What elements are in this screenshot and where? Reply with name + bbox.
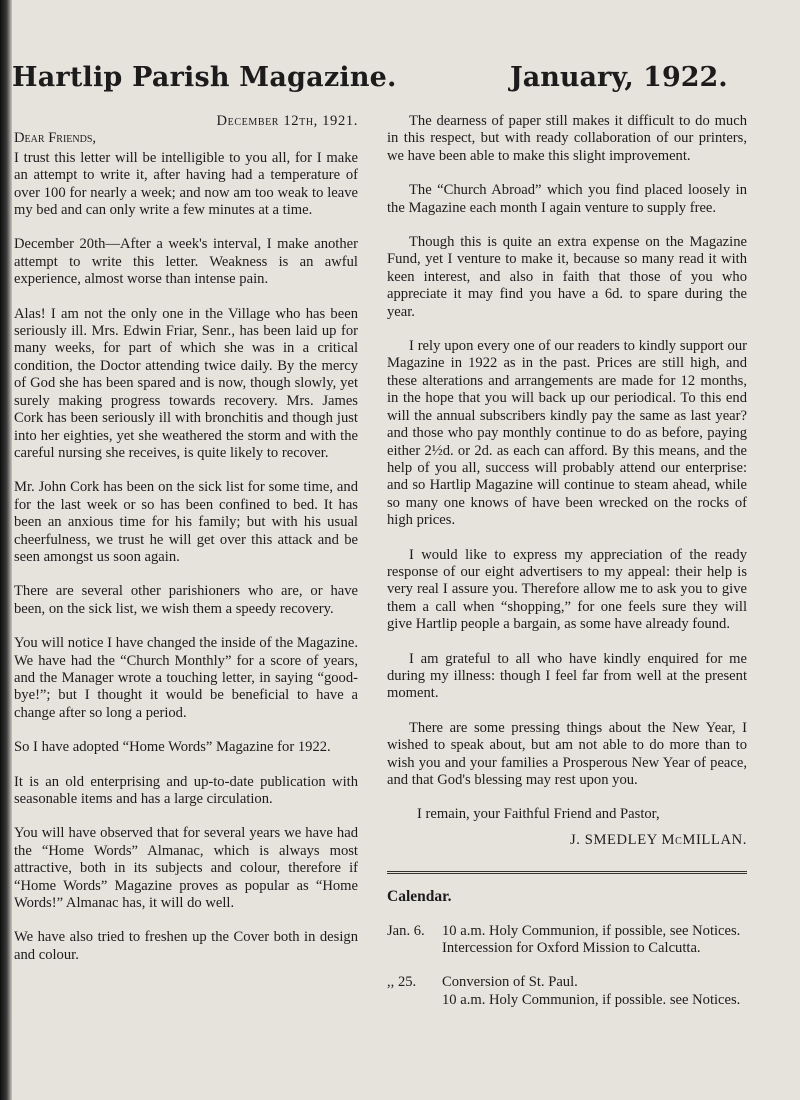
letter-paragraph: There are some pressing things about the New Year, I wished to speak about, but am not able to do more than to wish you and your families a Prosperous New Year of peace, and that God's blessing may rest upon you.: [387, 719, 747, 788]
letter-closing: I remain, your Faithful Friend and Pastor,: [417, 806, 660, 823]
calendar-entry-date: Jan. 6.: [387, 922, 425, 939]
letter-paragraph: I rely upon every one of our readers to kindly support our Magazine in 1922 as in the past. Prices are still high, and these alterations and arrangements are made for 12 months, in the hope that you will back up our periodical. To this end will the annual subscribers kindly pay the same as last year? and those who pay monthly continue to do as before, paying either 2½d. or 2d. as each can afford. By this means, and the help of you all, success will probably attend our enterprise: and so Hartlip Magazine will continue to steam ahead, while so many one knows of have been wrecked on the rocks of high prices.: [387, 338, 747, 529]
section-divider: [387, 871, 747, 874]
calendar-entry: [387, 974, 747, 1026]
letter-paragraph: The “Church Abroad” which you find placed loosely in the Magazine each month I again venture to supply free.: [387, 182, 747, 216]
letter-paragraph: I would like to express my appreciation of the ready response of our eight advertisers to my appeal: their help is very real I assure you. Therefore allow me to ask you to give them a call when “shopping,” for one feels sure they will give Hartlip people a bargain, as some have already found.: [387, 546, 747, 633]
calendar-entry: [387, 923, 747, 975]
calendar-entry-date: ,, 25.: [387, 974, 417, 991]
letter-paragraph: You will have observed that for several years we have had the “Home Words” Almanac, which is always most attractive, both in its subjects and colour, therefore if “Home Words” Magazine proves as popular as “Home Words!” Almanac has, it will do well.: [14, 825, 358, 912]
letter-paragraph: There are several other parishioners who are, or have been, on the sick list, we wish them a speedy recovery.: [14, 583, 358, 617]
letter-paragraph: You will notice I have changed the inside of the Magazine. We have had the “Church Monthly” for a score of years, and the Manager wrote a touching letter, in saying “good-bye!”; but I thought it would be beneficial to have a change after so long a period.: [14, 635, 358, 721]
letter-paragraph: We have also tried to freshen up the Cover both in design and colour.: [14, 929, 358, 963]
letter-signature: J. SMEDLEY McMILLAN.: [569, 831, 747, 848]
letter-paragraph: The dearness of paper still makes it difficult to do much in this respect, but with ready collaboration of our printers, we have been able to make this slight improvement.: [387, 113, 747, 164]
calendar-entry-line: Intercession for Oxford Mission to Calcutta.: [442, 940, 701, 957]
letter-paragraph: Though this is quite an extra expense on the Magazine Fund, yet I venture to make it, because so many read it with keen interest, and also in faith that those of you who appreciate it may find you have a 6d. to spare during the year.: [387, 234, 747, 320]
right-column: [387, 113, 747, 1026]
letter-paragraph: It is an old enterprising and up-to-date publication with seasonable items and has a large circulation.: [14, 773, 358, 807]
letter-paragraph: I am grateful to all who have kindly enquired for me during my illness: though I feel far from well at the present moment.: [387, 650, 747, 702]
letter-dateline: December 12th, 1921.: [216, 113, 358, 129]
magazine-title: Hartlip Parish Magazine.: [12, 62, 397, 93]
calendar-entry-line: 10 a.m. Holy Communion, if possible. see Notices.: [442, 991, 741, 1008]
calendar-entry-text: [442, 923, 747, 958]
letter-paragraph: I trust this letter will be intelligible to you all, for I make an attempt to write it, after having had a temperature of over 100 for nearly a week; and now am too weak to leave my bed and can only write a few minutes at a time.: [14, 149, 358, 219]
issue-date: January, 1922.: [510, 62, 728, 93]
letter-paragraph: Mr. John Cork has been on the sick list for some time, and for the last week or so has been confined to bed. It has been an anxious time for his family; but with his usual cheerfulness, we trust he will get over this attack and be seen amongst us soon again.: [14, 479, 358, 565]
letter-paragraph: So I have adopted “Home Words” Magazine for 1922.: [14, 739, 331, 756]
letter-paragraph: December 20th—After a week's interval, I make another attempt to write this letter. Weakness is an awful experience, almost worse than intense pain.: [14, 236, 358, 288]
calendar-entry-text: [442, 974, 747, 1009]
calendar-entry-line: Conversion of St. Paul.: [442, 974, 578, 991]
left-column: [14, 113, 358, 981]
calendar-section: [387, 888, 747, 1026]
calendar-entry-line: 10 a.m. Holy Communion, if possible, see Notices.: [442, 922, 741, 939]
letter-salutation: Dear Friends,: [14, 130, 97, 147]
letter-paragraph: Alas! I am not the only one in the Village who has been seriously ill. Mrs. Edwin Friar, Senr., has been laid up for many weeks, for part of which she was in a critical condition, the Doctor attending twice daily. By the mercy of God she has been spared and is now, though slowly, yet surely making progress towards recovery. Mrs. James Cork has been seriously ill with bronchitis and though just into her eighties, yet she weathered the storm and with the careful nursing she receives, is quite likely to recover.: [14, 305, 358, 461]
calendar-title: Calendar.: [387, 888, 452, 906]
